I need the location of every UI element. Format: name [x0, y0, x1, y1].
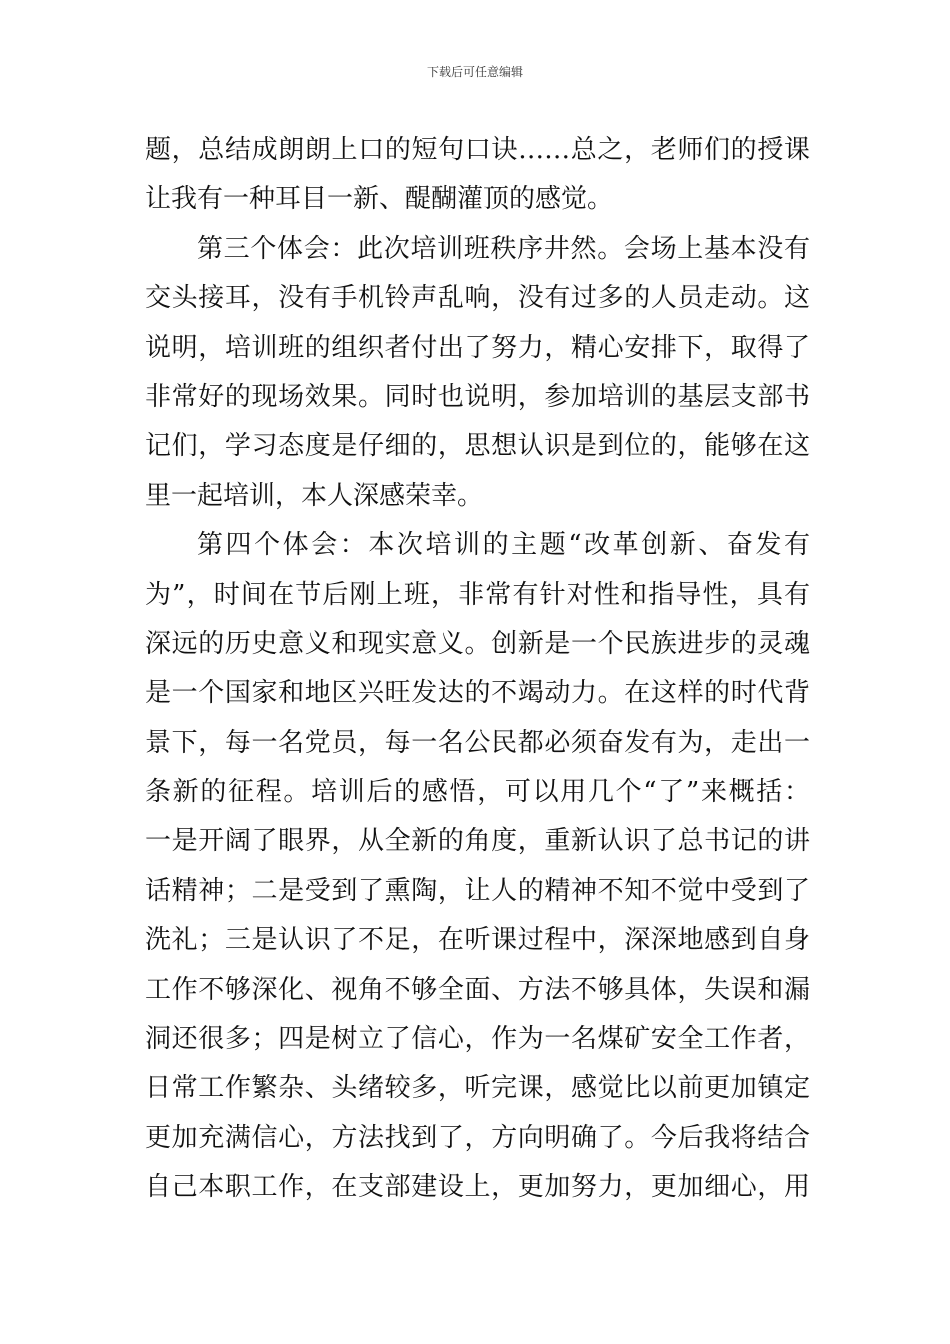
text-line-4: 交头接耳，没有手机铃声乱响，没有过多的人员走动。这 [145, 283, 810, 314]
text-line-20: 日常工作繁杂、头绪较多，听完课，感觉比以前更加镇定 [145, 1073, 810, 1104]
text-line-2: 让我有一种耳目一新、醍醐灌顶的感觉。 [145, 184, 614, 215]
text-line-10: 为”，时间在节后刚上班，非常有针对性和指导性，具有 [145, 579, 810, 610]
text-line-3: 第三个体会：此次培训班秩序井然。会场上基本没有 [197, 233, 810, 264]
text-line-14: 条新的征程。培训后的感悟，可以用几个“了”来概括： [145, 777, 810, 808]
page-header: 下载后可任意编辑 [426, 65, 523, 79]
text-line-19: 洞还很多；四是树立了信心，作为一名煤矿安全工作者， [145, 1024, 810, 1055]
text-line-22: 自己本职工作，在支部建设上，更加努力，更加细心，用 [145, 1172, 810, 1203]
text-line-7: 记们，学习态度是仔细的，思想认识是到位的，能够在这 [145, 431, 810, 462]
text-line-15: 一是开阔了眼界，从全新的角度，重新认识了总书记的讲 [145, 826, 810, 857]
text-line-6: 非常好的现场效果。同时也说明，参加培训的基层支部书 [145, 381, 810, 412]
text-line-1: 题，总结成朗朗上口的短句口诀……总之，老师们的授课 [145, 135, 810, 165]
document-body [145, 126, 810, 1213]
text-line-5: 说明，培训班的组织者付出了努力，精心安排下，取得了 [145, 332, 810, 363]
text-line-11: 深远的历史意义和现实意义。创新是一个民族进步的灵魂 [145, 628, 810, 659]
text-line-18: 工作不够深化、视角不够全面、方法不够具体，失误和漏 [145, 974, 810, 1005]
text-line-9: 第四个体会：本次培训的主题“改革创新、奋发有 [197, 530, 810, 561]
text-line-13: 景下，每一名党员，每一名公民都必须奋发有为，走出一 [145, 727, 810, 758]
text-line-8: 里一起培训，本人深感荣幸。 [145, 480, 484, 511]
text-line-12: 是一个国家和地区兴旺发达的不竭动力。在这样的时代背 [145, 678, 810, 709]
text-line-17: 洗礼；三是认识了不足，在听课过程中，深深地感到自身 [145, 925, 810, 956]
text-line-21: 更加充满信心，方法找到了，方向明确了。今后我将结合 [145, 1122, 810, 1153]
text-line-16: 话精神；二是受到了熏陶，让人的精神不知不觉中受到了 [145, 875, 810, 906]
